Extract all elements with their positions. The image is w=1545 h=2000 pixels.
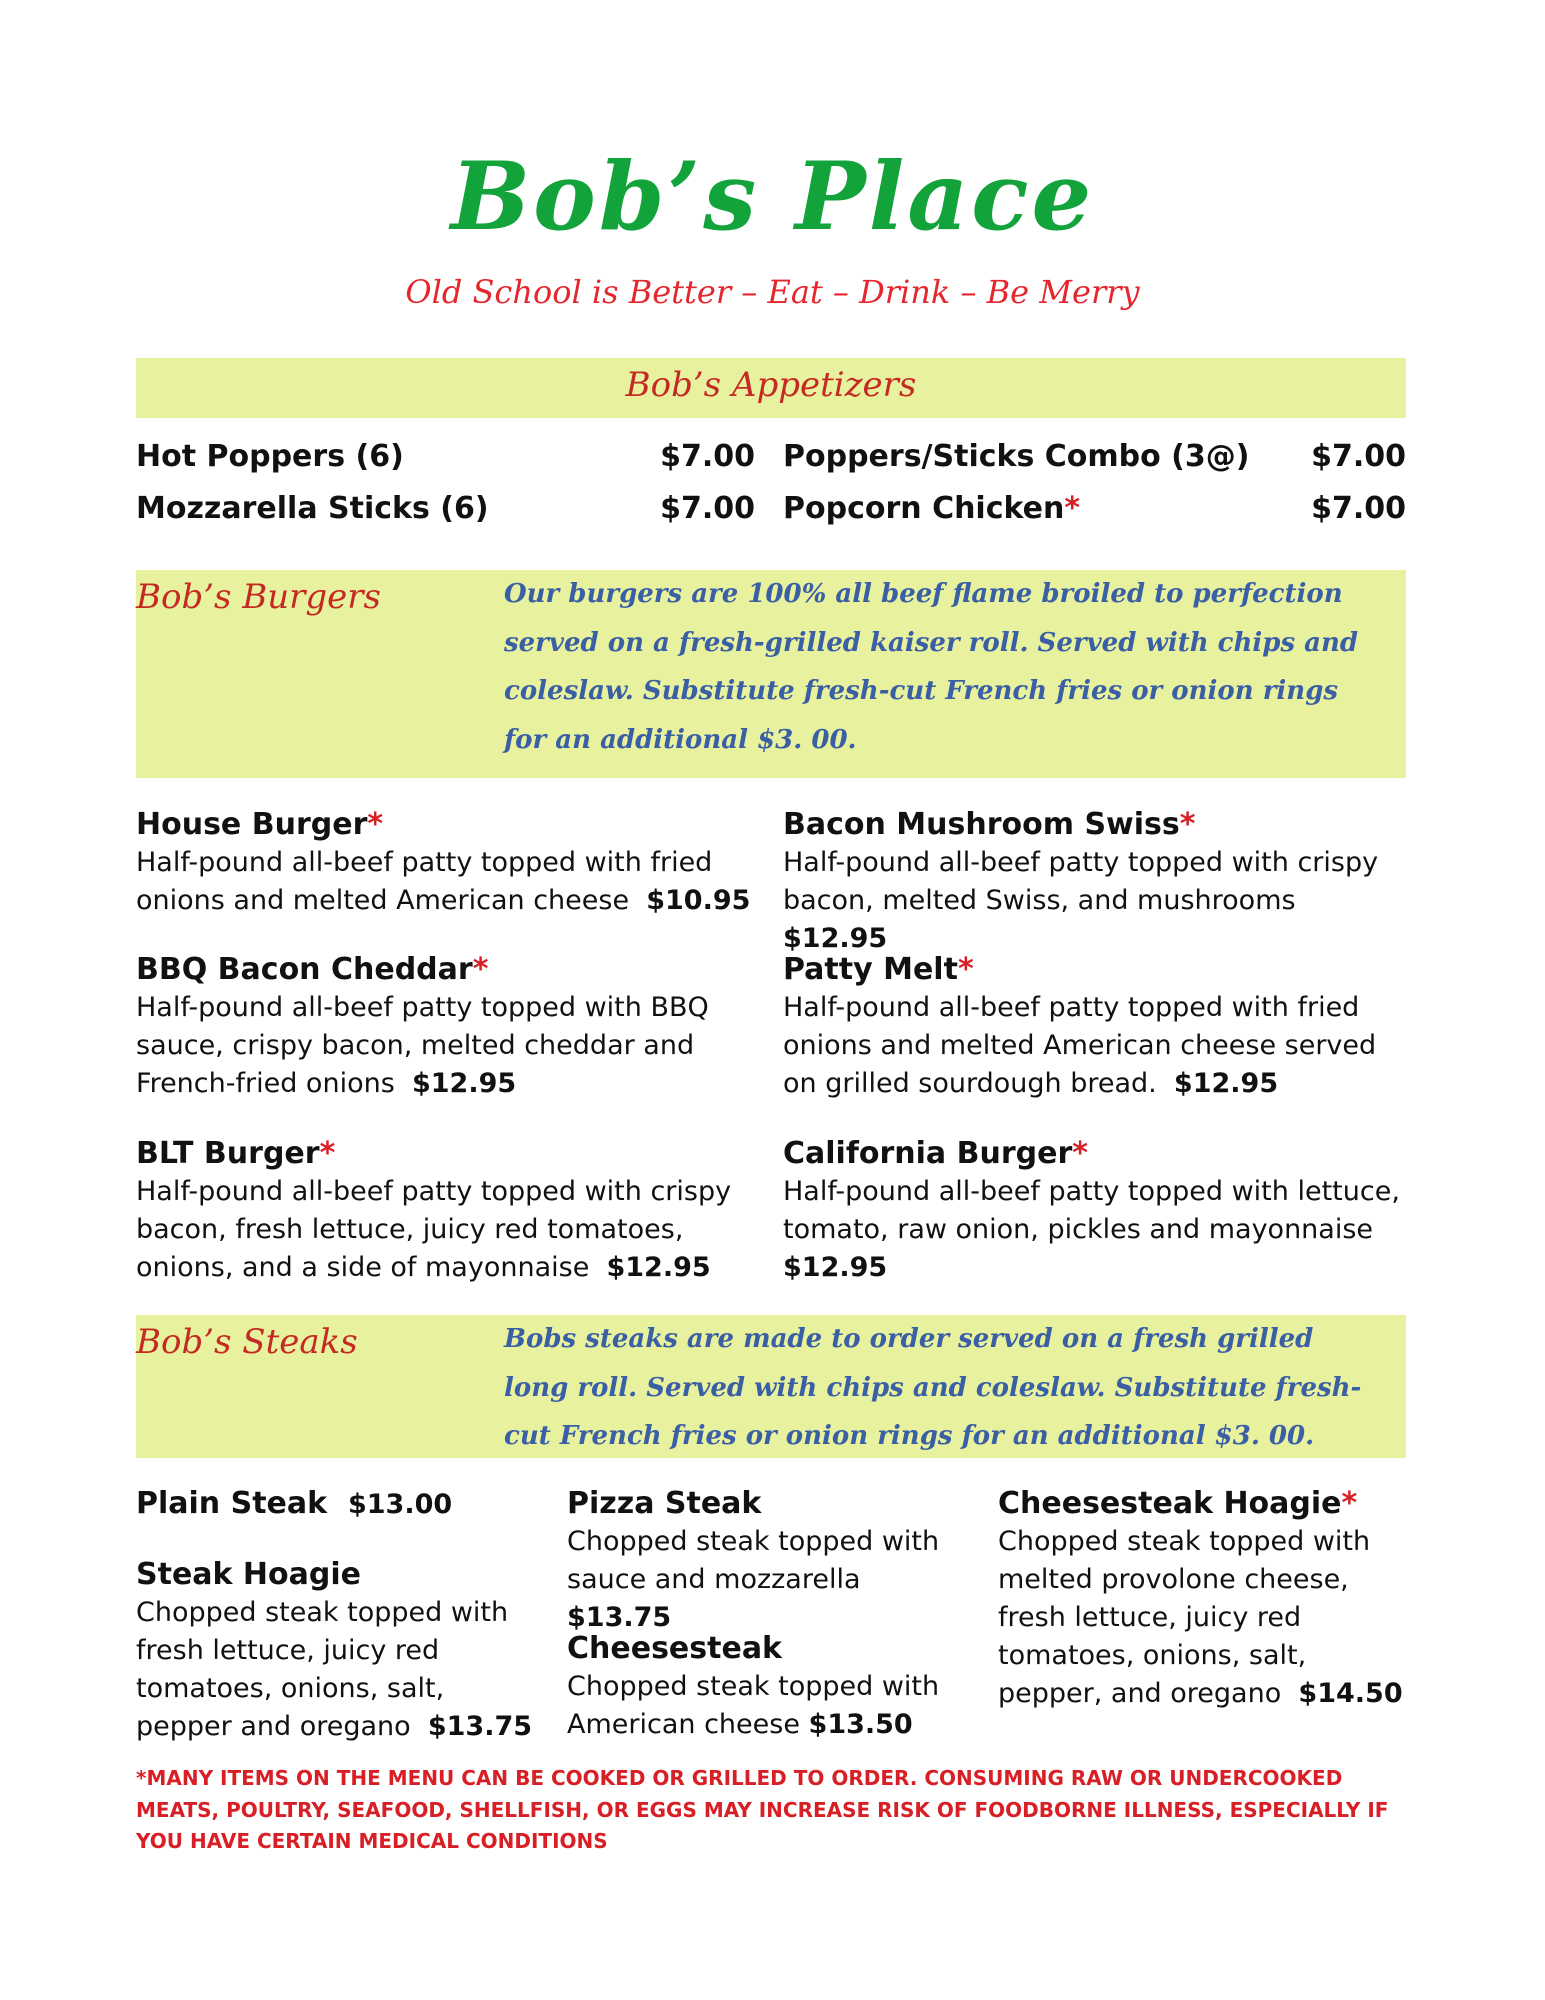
menu-item xyxy=(136,806,756,920)
menu-item xyxy=(136,951,756,1103)
appetizer-name: Poppers/Sticks Combo (3@) xyxy=(783,439,1250,474)
tagline: Old School is Better – Eat – Drink – Be Merry xyxy=(405,273,1140,311)
food-safety-footnote: *MANY ITEMS ON THE MENU CAN BE COOKED OR GRILLED TO ORDER. CONSUMING RAW OR UNDERCOOKED MEATS, POULTRY, SEAFOOD, SHELLFISH, OR EGGS MAY INCREASE RISK OF FOODBORNE ILLNESS, ESPECIALLY IF YOU HAVE CERTAIN MEDICAL CONDITIONS xyxy=(136,1766,1389,1853)
item-name: Cheesesteak Hoagie xyxy=(998,1486,1342,1521)
appetizers-header-band xyxy=(136,358,1406,418)
steaks-description: Bobs steaks are made to order served on a fresh grilled long roll. Served with chips and coleslaw. Substitute fresh-cut French fries or onion rings for an additional $3. 00. xyxy=(504,1324,1362,1451)
appetizer-name-text: Popcorn Chicken xyxy=(783,491,1065,526)
item-description: Half-pound all-beef patty topped with lettuce, tomato, raw onion, pickles and mayonnaise xyxy=(783,1176,1400,1245)
appetizer-name: Hot Poppers (6) xyxy=(136,439,404,474)
raw-warning-marker: * xyxy=(1072,1136,1088,1171)
raw-warning-marker: * xyxy=(472,952,489,987)
appetizer-name: Mozzarella Sticks (6) xyxy=(136,491,489,526)
item-description: Half-pound all-beef patty topped with fried onions and melted American cheese xyxy=(136,847,713,916)
item-price: $12.95 xyxy=(411,1068,517,1099)
appetizer-price: $7.00 xyxy=(1311,491,1406,526)
menu-item xyxy=(567,1630,967,1744)
item-name: Plain Steak xyxy=(136,1486,328,1521)
item-price: $10.95 xyxy=(646,885,751,916)
raw-warning-marker: * xyxy=(1341,1486,1358,1521)
item-description: Half-pound all-beef patty topped with crispy bacon, fresh lettuce, juicy red tomatoes, onions, and a side of mayonnaise xyxy=(136,1176,732,1283)
item-description: Half-pound all-beef patty topped with BBQ sauce, crispy bacon, melted cheddar and French-fried onions xyxy=(136,992,709,1099)
burgers-heading: Bob’s Burgers xyxy=(136,577,382,617)
item-price: $13.75 xyxy=(567,1602,672,1633)
menu-item xyxy=(783,951,1403,1103)
item-description: Half-pound all-beef patty topped with fried onions and melted American cheese served on grilled sourdough bread. xyxy=(783,992,1377,1099)
raw-warning-marker: * xyxy=(319,1136,336,1171)
appetizer-name xyxy=(783,491,1081,526)
item-name: Patty Melt xyxy=(783,952,958,987)
item-price: $12.95 xyxy=(1173,1068,1279,1099)
burgers-header-band xyxy=(136,570,1406,778)
steaks-heading: Bob’s Steaks xyxy=(136,1322,358,1362)
item-description: Chopped steak topped with American cheese xyxy=(567,1671,940,1740)
raw-warning-marker: * xyxy=(367,807,384,842)
item-price: $12.95 xyxy=(783,923,888,954)
item-price: $14.50 xyxy=(1298,1678,1403,1709)
item-description: Chopped steak topped with sauce and mozzarella xyxy=(567,1526,940,1595)
restaurant-title: Bob’s Place xyxy=(450,142,1095,252)
item-description: Chopped steak topped with melted provolone cheese, fresh lettuce, juicy red tomatoes, onions, salt, pepper, and oregano xyxy=(998,1526,1371,1709)
menu-item xyxy=(136,1556,536,1746)
item-name: BBQ Bacon Cheddar xyxy=(136,952,473,987)
menu-item xyxy=(136,1485,536,1524)
item-name: Steak Hoagie xyxy=(136,1557,361,1592)
menu-item xyxy=(567,1485,967,1637)
menu-item xyxy=(783,806,1403,958)
item-name: Bacon Mushroom Swiss xyxy=(783,807,1180,842)
raw-warning-marker: * xyxy=(1179,807,1196,842)
item-name: House Burger xyxy=(136,807,368,842)
item-name: Pizza Steak xyxy=(567,1486,762,1521)
menu-item xyxy=(136,1135,756,1287)
item-description: Chopped steak topped with fresh lettuce, juicy red tomatoes, onions, salt, pepper and oregano xyxy=(136,1597,509,1742)
appetizers-heading: Bob’s Appetizers xyxy=(625,365,917,405)
item-description: Half-pound all-beef patty topped with crispy bacon, melted Swiss, and mushrooms xyxy=(783,847,1379,916)
raw-warning-marker: * xyxy=(1064,491,1081,526)
item-price: $13.50 xyxy=(808,1709,913,1740)
item-price: $12.95 xyxy=(783,1252,888,1283)
item-name: Cheesesteak xyxy=(567,1631,783,1666)
appetizer-price: $7.00 xyxy=(660,491,755,526)
menu-item xyxy=(998,1485,1408,1713)
item-price: $13.00 xyxy=(347,1489,453,1520)
raw-warning-marker: * xyxy=(957,952,974,987)
item-price: $13.75 xyxy=(427,1711,533,1742)
appetizer-price: $7.00 xyxy=(660,439,755,474)
item-name: BLT Burger xyxy=(136,1136,320,1171)
steaks-header-band xyxy=(136,1315,1406,1458)
menu-item xyxy=(783,1135,1403,1287)
burgers-description: Our burgers are 100% all beef flame broiled to perfection served on a fresh-grilled kaiser roll. Served with chips and coleslaw. Substitute fresh-cut French fries or onion rings for an additional $3. 00. xyxy=(504,579,1359,755)
appetizer-price: $7.00 xyxy=(1311,439,1406,474)
item-name: California Burger xyxy=(783,1136,1073,1171)
item-price: $12.95 xyxy=(606,1252,711,1283)
